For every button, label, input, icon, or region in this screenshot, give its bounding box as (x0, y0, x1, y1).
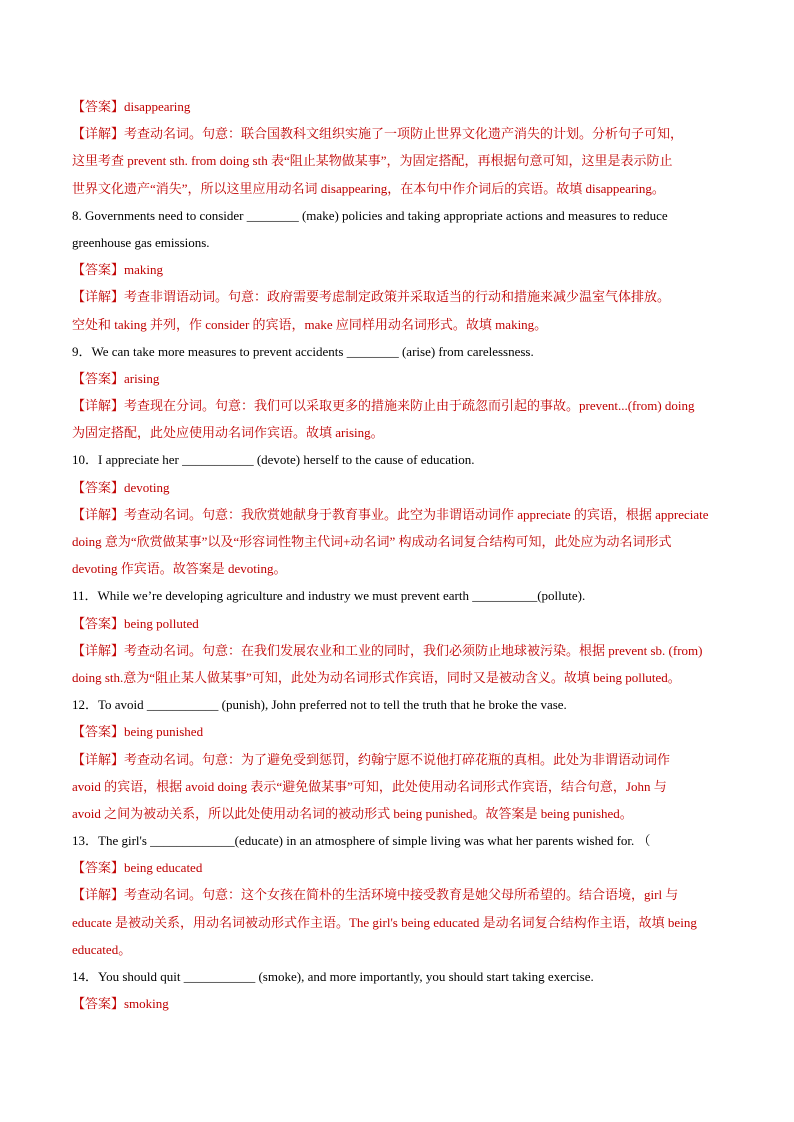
question-line: 9．We can take more measures to prevent accidents ________ (arise) from carelessness. (72, 343, 534, 359)
document-body (72, 93, 724, 1017)
question-line: 11．While we’re developing agriculture and industry we must prevent earth __________(pollute). (72, 588, 586, 604)
question-line: 14．You should quit ___________ (smoke), and more importantly, you should start taking exercise. (72, 969, 594, 984)
answer-line: 【答案】being educated (72, 860, 203, 876)
explanation-line: avoid 的宾语，根据 avoid doing 表示“避免做某事”可知，此处使用动名词形式作宾语，结合句意，John 与 (72, 778, 667, 794)
explanation-line: educate 是被动关系，用动名词被动形式作主语。The girl's being educated 是动名词复合结构作主语，故填 being (72, 914, 697, 930)
answer-line: 【答案】arising (72, 370, 160, 386)
explanation-line: 【详解】考查动名词。句意：联合国教科文组织实施了一项防止世界文化遗产消失的计划。分析句子可知， (72, 126, 684, 142)
question-line: 12．To avoid ___________ (punish), John preferred not to tell the truth that he broke the vase. (72, 697, 567, 713)
explanation-line: 【详解】考查动名词。句意：为了避免受到惩罚，约翰宁愿不说他打碎花瓶的真相。此处为非谓语动词作 (72, 751, 671, 767)
question-line: 13．The girl's _____________(educate) in an atmosphere of simple living was what her parents wished for. （ (72, 833, 651, 849)
explanation-line: 【详解】考查动名词。句意：这个女孩在简朴的生活环境中接受教育是她父母所希望的。结合语境，girl 与 (72, 887, 679, 903)
explanation-line: devoting 作宾语。故答案是 devoting。 (72, 561, 287, 577)
explanation-line: doing 意为“欣赏做某事”以及“形容词性物主代词+动名词” 构成动名词复合结构可知，此处应为动名词形式 (72, 534, 672, 549)
explanation-line: 【详解】考查动名词。句意：在我们发展农业和工业的同时，我们必须防止地球被污染。根据 prevent sb. (from) (72, 642, 703, 658)
answer-line: 【答案】disappearing (72, 99, 191, 114)
explanation-line: doing sth.意为“阻止某人做某事”可知，此处为动名词形式作宾语，同时又是被动含义。故填 being polluted。 (72, 669, 681, 685)
question-line: 10．I appreciate her ___________ (devote) herself to the cause of education. (72, 452, 475, 468)
question-line: greenhouse gas emissions. (72, 234, 210, 250)
answer-line: 【答案】being polluted (72, 615, 199, 631)
question-line: 8. Governments need to consider ________ (make) policies and taking appropriate actions and measures to reduce (72, 207, 668, 223)
explanation-line: 为固定搭配，此处应使用动名词作宾语。故填 arising。 (72, 425, 384, 441)
explanation-line: educated。 (72, 941, 132, 957)
explanation-line: 这里考查 prevent sth. from doing sth 表“阻止某物做某事”，为固定搭配，再根据句意可知，这里是表示防止 (72, 153, 673, 169)
answer-line: 【答案】devoting (72, 479, 170, 495)
answer-line: 【答案】making (72, 262, 163, 278)
explanation-line: 【详解】考查非谓语动词。句意：政府需要考虑制定政策并采取适当的行动和措施来减少温室气体排放。 (72, 289, 671, 305)
answer-line: 【答案】smoking (72, 996, 169, 1012)
explanation-line: 【详解】考查现在分词。句意：我们可以采取更多的措施来防止由于疏忽而引起的事故。prevent...(from) doing (72, 398, 695, 414)
explanation-line: 空处和 taking 并列，作 consider 的宾语，make 应同样用动名词形式。故填 making。 (72, 316, 548, 332)
explanation-line: 世界文化遗产“消失”，所以这里应用动名词 disappearing，在本句中作介词后的宾语。故填 disappearing。 (72, 180, 665, 196)
answer-line: 【答案】being punished (72, 724, 204, 740)
explanation-line: 【详解】考查动名词。句意：我欣赏她献身于教育事业。此空为非谓语动词作 appreciate 的宾语，根据 appreciate (72, 506, 709, 522)
explanation-line: avoid 之间为被动关系，所以此处使用动名词的被动形式 being punished。故答案是 being punished。 (72, 805, 633, 821)
